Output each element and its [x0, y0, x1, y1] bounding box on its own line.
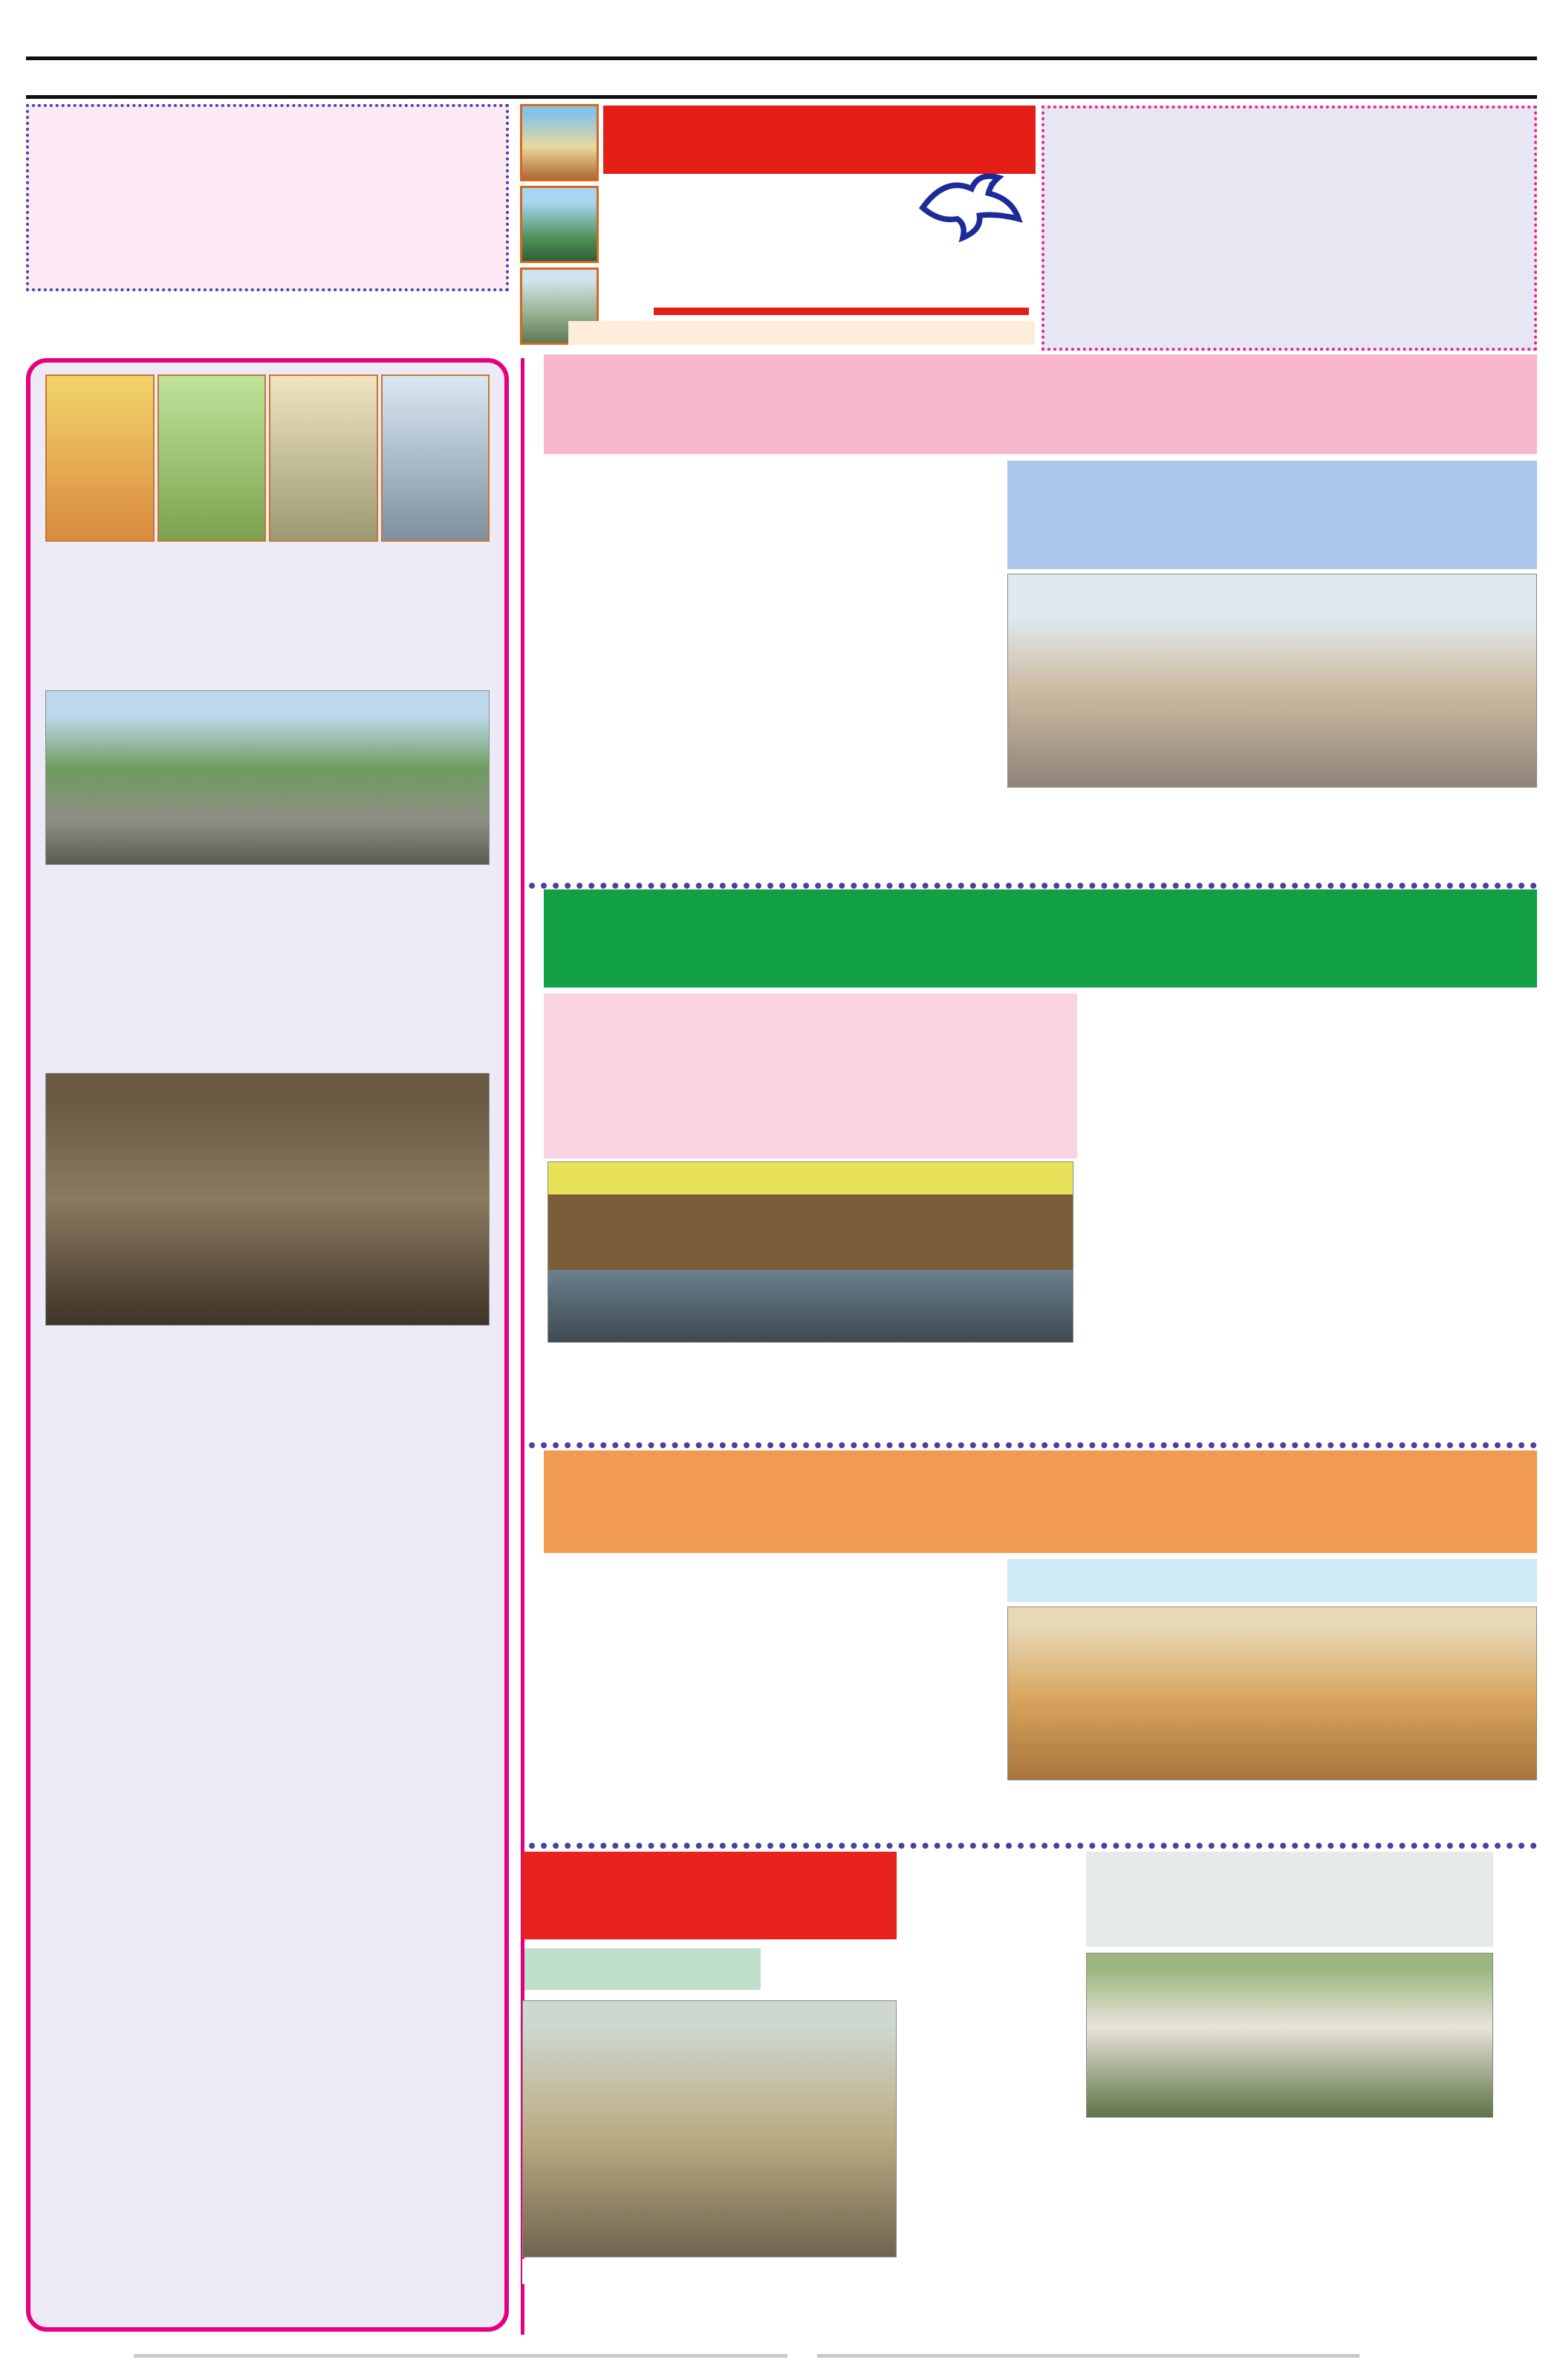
headline-brahmotsavam [544, 889, 1537, 988]
park-photo [520, 186, 599, 263]
registration-bar-left [134, 2354, 787, 2358]
article-body [42, 117, 493, 205]
registration-dot [1404, 2347, 1422, 2364]
article-body [45, 865, 490, 1060]
registration-dot [1374, 2347, 1392, 2364]
page-number [1493, 52, 1538, 97]
gosala-shed-photo [157, 374, 267, 542]
cordon-sub-box [524, 1948, 761, 1990]
article-body [45, 1450, 490, 1560]
coordination-meeting-photo [547, 1161, 1073, 1343]
article-rtc-death [1042, 106, 1537, 351]
registration-dot [1463, 2347, 1481, 2364]
registration-dot [1434, 2347, 1452, 2364]
article-body-left [529, 1398, 1077, 1440]
registration-dot [93, 2347, 111, 2364]
header-rule-bottom [26, 95, 1537, 99]
photo-caption [1086, 2119, 1493, 2143]
registration-dot [119, 2347, 137, 2364]
registration-bar-right [817, 2354, 1359, 2358]
article-body-cordon-col3 [903, 1855, 1080, 2332]
left-rail-card [26, 358, 509, 2332]
temple-photo [520, 104, 599, 181]
article-deputy-cm [45, 1450, 490, 1560]
article-body [45, 1574, 490, 1715]
article-pan-shops [45, 1073, 490, 1437]
photo-caption [547, 1343, 1073, 1371]
headline-paddy-tag [544, 1450, 1537, 1553]
article-body [45, 1326, 490, 1437]
article-body [1056, 119, 1522, 291]
seized-lorry-photo [1086, 1953, 1493, 2118]
article-gau-seva [45, 374, 490, 677]
headline-fish-distribution [544, 354, 1537, 454]
registration-dot [41, 2347, 59, 2364]
article-body [45, 542, 490, 677]
fish-release-photo [1007, 574, 1537, 788]
article-body-fish [529, 462, 1003, 878]
shop-raid-photo [45, 1073, 490, 1326]
article-mute-animals [26, 104, 509, 291]
logo-underline [654, 308, 1029, 315]
header-rule-top [26, 56, 1537, 60]
gosala-crowd-photo [269, 374, 378, 542]
registration-dot [67, 2347, 85, 2364]
section-divider [529, 883, 1537, 889]
article-body-paddy [529, 1560, 1003, 1834]
article-body-cordon [522, 2287, 897, 2332]
article-body-sand [1086, 2147, 1537, 2332]
paddy-byline-box [1007, 1559, 1537, 1602]
gosala-photo-collage [45, 374, 490, 542]
registration-dot [189, 2347, 207, 2364]
photo-caption [522, 2259, 897, 2284]
photo-caption [1007, 1782, 1537, 1809]
section-divider [529, 1843, 1537, 1849]
registration-dot [1519, 2347, 1537, 2364]
article-indiramma [45, 1574, 490, 1715]
article-road-safety [45, 690, 490, 1060]
cordon-intro [770, 1944, 897, 1997]
paddy-center-photo [1007, 1606, 1537, 1780]
masthead-districts-band [603, 106, 1036, 174]
gosala-event-photo [381, 374, 490, 542]
article-body-right [1083, 993, 1537, 1439]
masthead-cream-strip [568, 321, 1035, 345]
registration-dot [787, 2347, 805, 2364]
brahmotsavam-points-box [544, 993, 1077, 1158]
article-body-fish-continued [1007, 819, 1537, 881]
dove-icon [914, 169, 1025, 244]
article-sand-headline-box [1086, 1852, 1493, 1947]
gosala-pooja-photo [45, 374, 155, 542]
edition-dateline [30, 62, 698, 94]
road-inspection-photo [45, 690, 490, 865]
photo-caption [1007, 789, 1537, 816]
airgun-inspection-photo [522, 2000, 897, 2257]
headline-cordon-search [522, 1852, 897, 1939]
fish-points-box [1007, 461, 1537, 569]
section-divider [529, 1442, 1537, 1448]
